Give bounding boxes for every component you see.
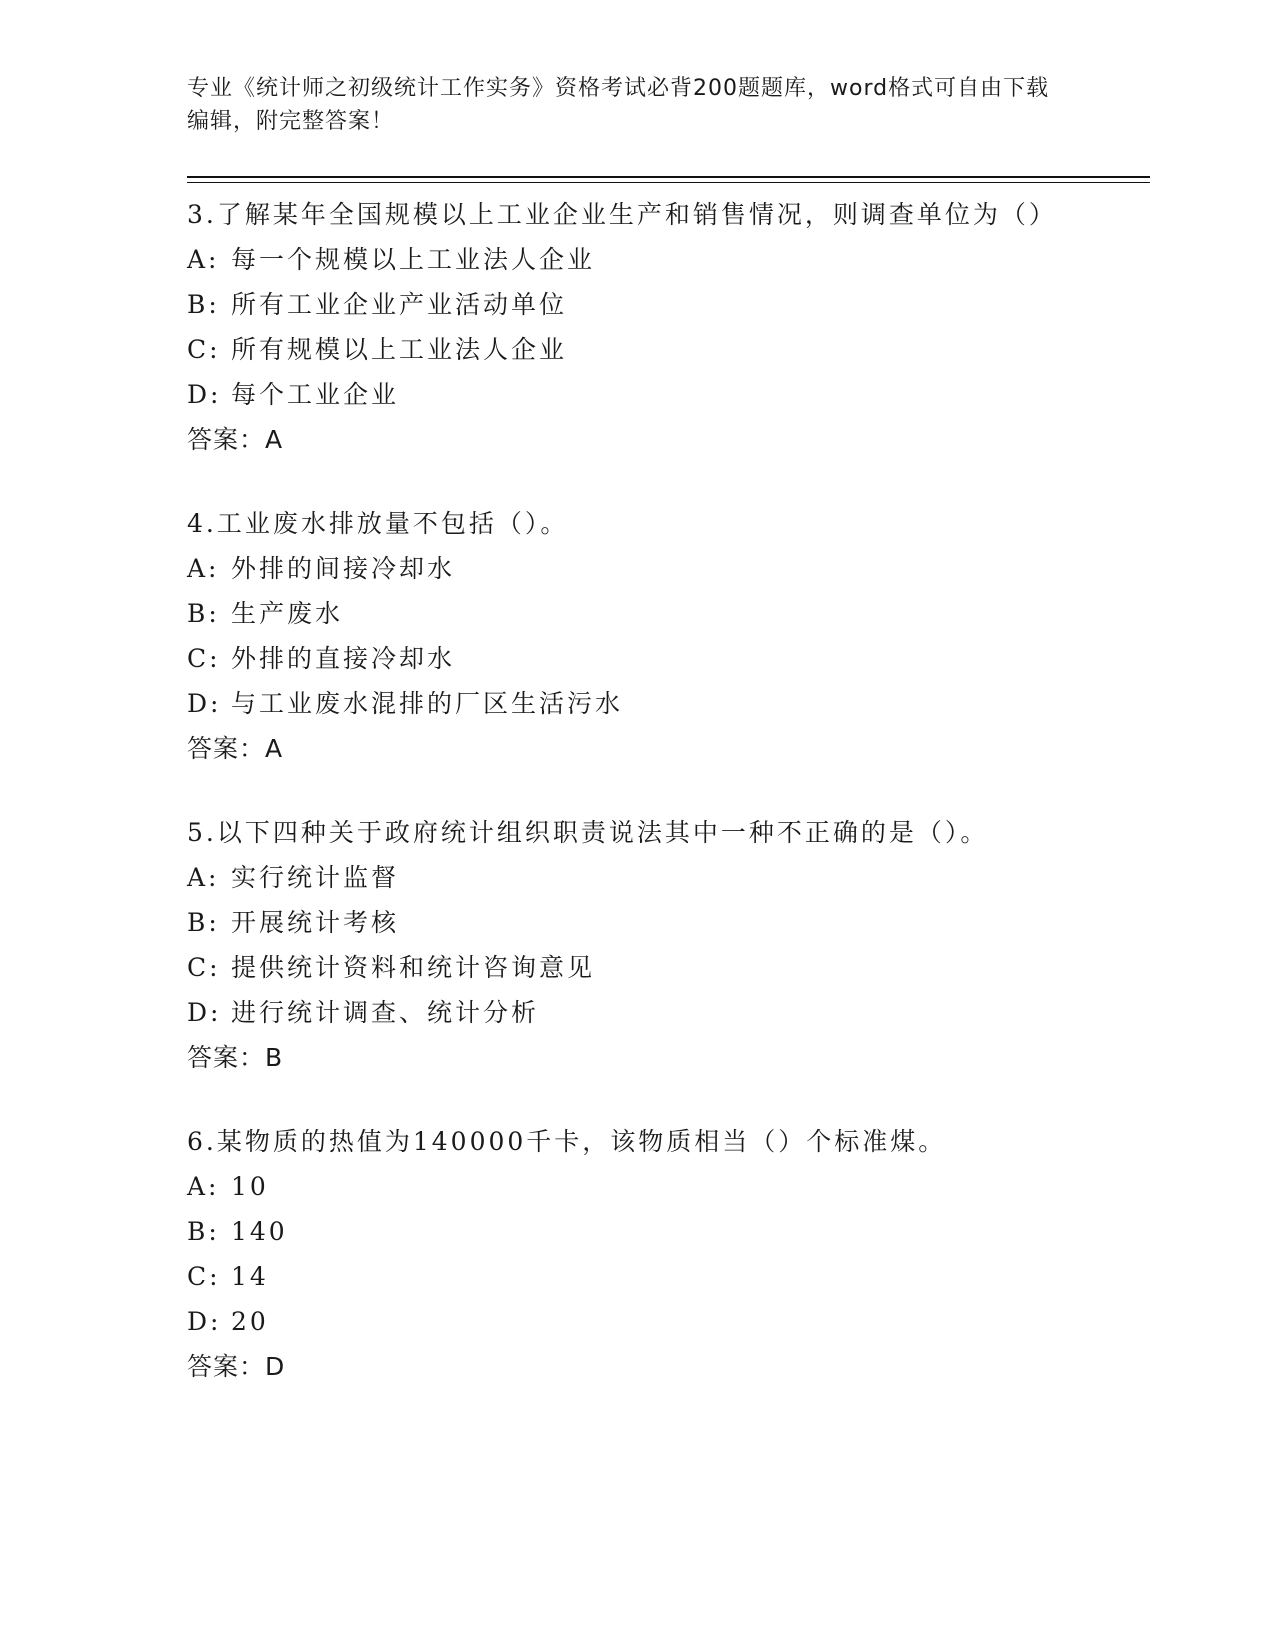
- question-title: 5.以下四种关于政府统计组织职责说法其中一种不正确的是（）。: [187, 818, 989, 847]
- option-d: [187, 990, 1117, 1035]
- option-label: B:: [187, 290, 220, 319]
- option-text: 每一个规模以上工业法人企业: [231, 245, 596, 274]
- option-text: 开展统计考核: [231, 908, 400, 937]
- option-d: [187, 681, 1117, 726]
- option-b: [187, 1209, 1117, 1254]
- option-label: B:: [187, 599, 220, 628]
- question-title: 4.工业废水排放量不包括（）。: [187, 509, 569, 538]
- answer-line: 答案：A: [187, 734, 284, 763]
- option-label: C:: [187, 953, 221, 982]
- question-4: [187, 501, 1117, 772]
- option-text: 每个工业企业: [231, 380, 400, 409]
- option-label: D:: [187, 1307, 222, 1336]
- option-text: 10: [231, 1172, 269, 1201]
- option-a: [187, 546, 1117, 591]
- question-title: 3.了解某年全国规模以上工业企业生产和销售情况，则调查单位为（）: [187, 200, 1057, 229]
- option-label: A:: [187, 245, 220, 274]
- option-text: 20: [231, 1307, 269, 1336]
- option-text: 与工业废水混排的厂区生活污水: [231, 689, 624, 718]
- option-label: D:: [187, 998, 222, 1027]
- question-3: [187, 192, 1117, 463]
- option-d: [187, 372, 1117, 417]
- option-label: A:: [187, 863, 220, 892]
- option-c: [187, 327, 1117, 372]
- option-a: [187, 855, 1117, 900]
- option-b: [187, 900, 1117, 945]
- option-c: [187, 636, 1117, 681]
- option-text: 进行统计调查、统计分析: [231, 998, 540, 1027]
- option-text: 所有工业企业产业活动单位: [231, 290, 568, 319]
- option-text: 140: [231, 1217, 288, 1246]
- option-label: D:: [187, 380, 222, 409]
- option-label: C:: [187, 335, 221, 364]
- option-c: [187, 945, 1117, 990]
- answer-line: 答案：D: [187, 1352, 286, 1381]
- option-a: [187, 237, 1117, 282]
- option-label: D:: [187, 689, 222, 718]
- question-6: [187, 1119, 1117, 1390]
- question-5: [187, 810, 1117, 1081]
- option-text: 实行统计监督: [231, 863, 400, 892]
- answer-line: 答案：B: [187, 1043, 284, 1072]
- question-list: [187, 192, 1117, 1428]
- option-text: 14: [231, 1262, 269, 1291]
- option-text: 提供统计资料和统计咨询意见: [231, 953, 596, 982]
- option-label: C:: [187, 1262, 221, 1291]
- option-b: [187, 591, 1117, 636]
- option-c: [187, 1254, 1117, 1299]
- option-d: [187, 1299, 1117, 1344]
- option-label: C:: [187, 644, 221, 673]
- option-label: B:: [187, 1217, 220, 1246]
- option-text: 外排的间接冷却水: [231, 554, 456, 583]
- option-text: 所有规模以上工业法人企业: [231, 335, 568, 364]
- header-divider-thick: [187, 176, 1150, 178]
- option-text: 生产废水: [231, 599, 344, 628]
- option-label: B:: [187, 908, 220, 937]
- document-header: 专业《统计师之初级统计工作实务》资格考试必背200题题库，word格式可自由下载编辑，附完整答案！: [187, 76, 1050, 134]
- option-label: A:: [187, 1172, 220, 1201]
- option-a: [187, 1164, 1117, 1209]
- answer-line: 答案：A: [187, 425, 284, 454]
- question-title: 6.某物质的热值为140000千卡，该物质相当（）个标准煤。: [187, 1127, 947, 1156]
- header-divider-thin: [187, 182, 1150, 183]
- option-label: A:: [187, 554, 220, 583]
- option-text: 外排的直接冷却水: [231, 644, 456, 673]
- option-b: [187, 282, 1117, 327]
